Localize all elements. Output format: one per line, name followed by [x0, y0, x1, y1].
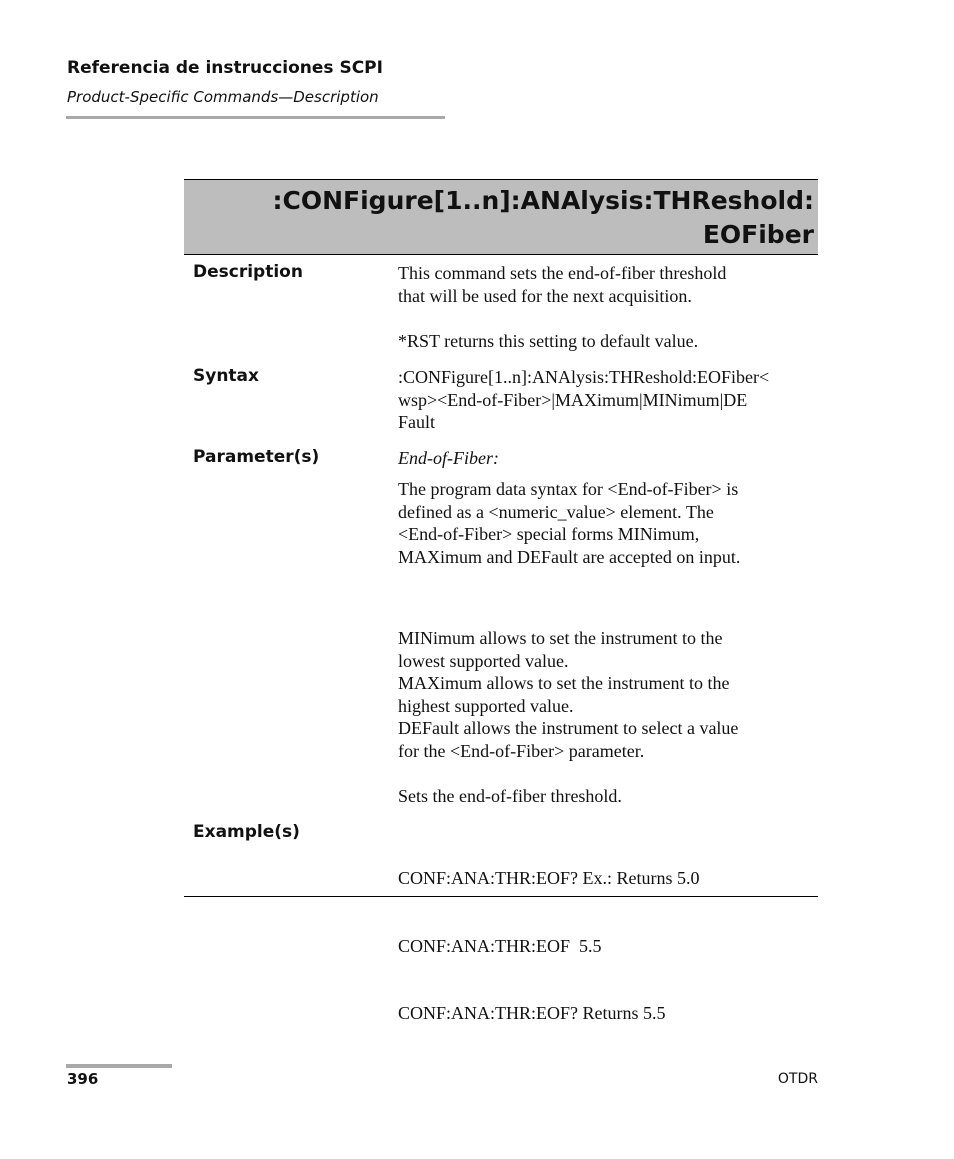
parameter-line: Sets the end-of-fiber threshold.: [398, 785, 622, 806]
parameter-line: The program data syntax for <End-of-Fiber> is: [398, 479, 739, 499]
parameter-line: defined as a <numeric_value> element. The: [398, 501, 714, 522]
header-divider: [66, 116, 445, 119]
description-line: *RST returns this setting to default value.: [398, 330, 699, 351]
examples-label: Example(s): [193, 822, 300, 842]
syntax-line: wsp><End-of-Fiber>|MAXimum|MINimum|DE: [398, 389, 748, 410]
running-header-title: Referencia de instrucciones SCPI: [67, 58, 383, 78]
parameter-line: MAXimum allows to set the instrument to the: [398, 673, 730, 693]
parameter-line: highest supported value.: [398, 695, 574, 716]
example-line: CONF:ANA:THR:EOF 5.5: [398, 935, 602, 956]
page-number: 396: [67, 1070, 99, 1088]
example-line: CONF:ANA:THR:EOF? Returns 5.5: [398, 1003, 666, 1023]
running-header-subtitle: Product-Specific Commands—Description: [67, 88, 379, 106]
parameter-line: MAXimum and DEFault are accepted on input.: [398, 546, 741, 567]
syntax-text: [398, 366, 818, 434]
syntax-label: Syntax: [193, 366, 259, 386]
parameter-name: End-of-Fiber:: [398, 448, 499, 468]
parameter-line: lowest supported value.: [398, 650, 569, 671]
description-line: This command sets the end-of-fiber threshold: [398, 263, 727, 283]
description-line: that will be used for the next acquisition.: [398, 285, 692, 306]
table-bottom-rule: [184, 896, 818, 897]
parameter-line: <End-of-Fiber> special forms MINimum,: [398, 524, 700, 544]
footer-divider: [66, 1064, 172, 1068]
document-name: OTDR: [777, 1071, 818, 1087]
command-title-box: [184, 179, 818, 255]
examples-text: [398, 822, 818, 1047]
parameter-line: for the <End-of-Fiber> parameter.: [398, 740, 645, 761]
description-text: [398, 262, 818, 352]
parameters-label: Parameter(s): [193, 447, 320, 467]
description-label: Description: [193, 262, 303, 282]
example-line: CONF:ANA:THR:EOF? Ex.: Returns 5.0: [398, 868, 700, 888]
parameter-line: MINimum allows to set the instrument to the: [398, 628, 723, 648]
parameter-syntax-paragraph: [398, 478, 818, 568]
command-title-line-2: EOFiber: [702, 220, 814, 249]
command-title: [254, 184, 814, 252]
parameter-line: DEFault allows the instrument to select a value: [398, 718, 739, 738]
parameter-forms-paragraph: [398, 627, 818, 807]
syntax-line: :CONFigure[1..n]:ANAlysis:THReshold:EOFiber<: [398, 367, 770, 387]
syntax-line: Fault: [398, 412, 436, 432]
command-title-line-1: :CONFigure[1..n]:ANAlysis:THReshold:: [272, 186, 814, 215]
